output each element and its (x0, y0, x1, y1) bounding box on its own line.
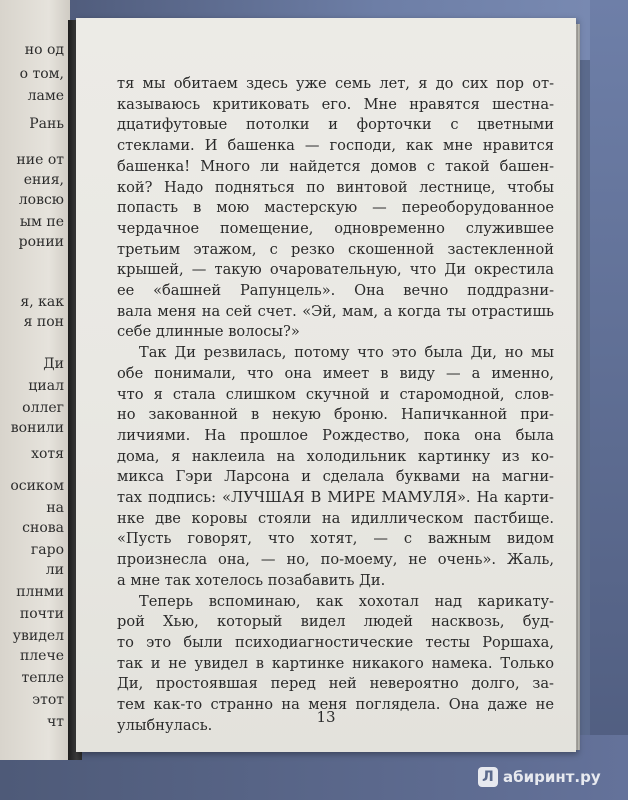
left-page-line: циал (28, 378, 64, 394)
left-page-line: этот (32, 692, 64, 708)
text-line: произнесла она, — но, по-моему, не очень». Жаль, (117, 551, 554, 569)
text-line: дома, я наклеила на холодильник картинку из ко- (117, 447, 554, 465)
text-line: дцатифутовые потолки и форточки с цветными (117, 116, 554, 134)
text-line: третьим этажом, с резко скошенной застекленной (117, 240, 554, 258)
text-line: казываюсь критиковать его. Мне нравятся шестна- (117, 95, 554, 113)
text-line: кой? Надо подняться по винтовой лестнице, чтобы (117, 178, 554, 196)
text-line: обе понимали, что она имеет в виду — а именно, (117, 364, 554, 382)
text-line: себе длинные волосы?» (117, 323, 300, 341)
text-line: Теперь вспоминаю, как хохотал над карикату- (139, 592, 554, 610)
text-line: нке две коровы стояли на идиллическом пастбище. (117, 509, 554, 527)
left-page-line: вонили (10, 420, 64, 436)
left-page-line: ловсю (18, 192, 64, 208)
left-page-line: ения, (23, 172, 64, 188)
previous-page (0, 0, 70, 760)
left-page-line: тепле (21, 670, 64, 686)
text-line: «Пусть говорят, что хотят, — с важным видом (117, 530, 554, 548)
text-line: что я стала слишком скучной и старомодной, слов- (117, 385, 554, 403)
text-line: тах подпись: «ЛУЧШАЯ В МИРЕ МАМУЛЯ». На карти- (117, 489, 554, 507)
left-page-line: но од (24, 42, 64, 58)
text-line: Так Ди резвилась, потому что это была Ди, но мы (139, 344, 554, 362)
text-line: тя мы обитаем здесь уже семь лет, я до сих пор от- (117, 75, 554, 92)
text-line: ее «башней Рапунцель». Она вечно поддразни- (117, 282, 554, 300)
left-page-line: почти (19, 606, 64, 622)
text-line: вала меня на сей счет. «Эй, мам, а когда ты отрастишь (117, 302, 554, 320)
left-page-line: я пон (23, 314, 64, 330)
left-page-line: ли (45, 562, 64, 578)
text-line: то это были психодиагностические тесты Роршаха, (117, 633, 554, 651)
text-line: а мне так хотелось позабавить Ди. (117, 571, 386, 589)
text-line: рой Хью, который видел людей насквозь, буд- (117, 613, 554, 631)
left-page-line: плече (19, 648, 64, 664)
watermark (478, 764, 601, 790)
left-page-line: ым пе (19, 214, 64, 230)
left-page-line: ламе (27, 88, 64, 104)
left-page-line: Ди (43, 356, 64, 372)
left-page-line: гаро (30, 542, 64, 558)
text-line: Ди, простоявшая перед ней невероятно долго, за- (117, 675, 554, 693)
background-right (590, 0, 628, 800)
text-line: крышей, — такую очаровательную, что Ди окрестила (117, 261, 554, 279)
left-page-line: оллег (22, 400, 64, 416)
text-line: стеклами. И башенка — господи, как мне нравится (117, 137, 554, 155)
left-page-line: снова (22, 520, 64, 536)
left-page-line: Рань (29, 116, 64, 132)
left-page-line: я, как (20, 294, 64, 310)
left-page-line: осиком (10, 478, 64, 494)
text-line: тем как-то странно на меня поглядела. Она даже не (117, 696, 554, 714)
left-page-line: увидел (12, 628, 64, 644)
left-page-line: на (46, 500, 64, 516)
text-line: но закованной в некую броню. Напичканной при- (117, 406, 554, 424)
text-line: микса Гэри Ларсона и сделала буквами на магни- (117, 468, 554, 486)
left-page-line: ние от (16, 152, 64, 168)
left-page-line: ронии (18, 234, 64, 250)
page-number: 13 (316, 708, 336, 726)
book-page (76, 18, 576, 752)
text-line: попасть в мою мастерскую — переоборудованное (117, 199, 554, 217)
page-text (117, 74, 554, 737)
text-line: улыбнулась. (117, 716, 213, 734)
left-page-line: плнми (16, 584, 64, 600)
text-line: так и не увидел в картинке никакого намека. Только (117, 654, 554, 672)
left-page-line: о том, (19, 66, 64, 82)
text-line: башенка! Много ли найдется домов с такой башен- (117, 157, 554, 175)
left-page-line: хотя (31, 446, 64, 462)
labirint-logo-icon: Л (478, 767, 498, 787)
text-line: личиями. На прошлое Рождество, пока она была (117, 426, 554, 444)
watermark-text: абиринт.ру (503, 768, 601, 786)
text-line: чердачное помещение, одновременно служившее (117, 219, 554, 237)
left-page-line: чт (46, 714, 64, 730)
